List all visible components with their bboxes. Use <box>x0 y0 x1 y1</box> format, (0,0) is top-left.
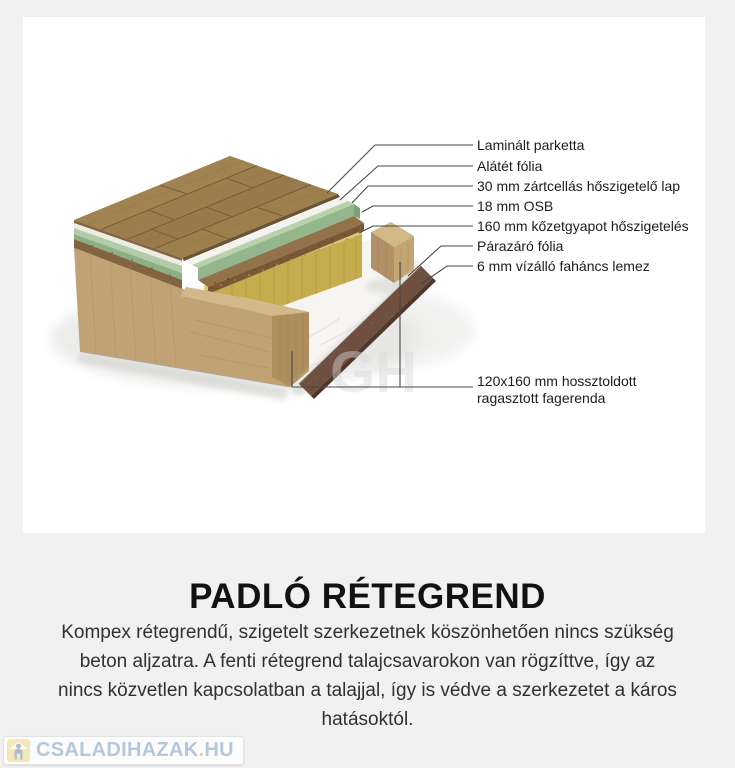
label-fagerenda-line2: ragasztott fagerenda <box>477 389 606 406</box>
csaladihazak-logo[interactable] <box>3 736 244 765</box>
description-line: Kompex rétegrendű, szigetelt szerkezetnek köszönhetően nincs szükség <box>61 622 674 643</box>
logo-dot: . <box>198 739 205 761</box>
label-fagerenda <box>477 373 637 406</box>
description-line: nincs közvetlen kapcsolatban a talajjal, így is védve a szerkezetet a káros <box>58 680 677 701</box>
label-fagerenda-line1: 120x160 mm hossztoldott <box>477 373 637 389</box>
watermark-text: GH <box>330 340 417 405</box>
label-parazaro-folia: Párazáró fólia <box>477 238 564 254</box>
house-icon <box>7 739 30 762</box>
label-laminalt-parketta: Laminált parketta <box>477 137 585 153</box>
label-osb: 18 mm OSB <box>477 198 554 214</box>
description-line: beton aljzatra. A fenti rétegrend talajcsavarokon van rögzíttve, így az <box>79 651 656 672</box>
logo-name: CSALADIHAZAK <box>36 739 199 761</box>
logo-tld: HU <box>204 739 234 761</box>
description-paragraph <box>0 618 735 734</box>
label-zartcellas-hoszigetelo: 30 mm zártcellás hőszigetelő lap <box>477 178 681 194</box>
label-fahancs-lemez: 6 mm vízálló faháncs lemez <box>477 258 650 274</box>
description-line: hatásoktól. <box>321 709 414 730</box>
label-kozetgyapot: 160 mm kőzetgyapot hőszigetelés <box>477 218 689 234</box>
logo-text <box>36 739 234 762</box>
page-title: PADLÓ RÉTEGREND <box>189 577 546 617</box>
label-alatet-folia: Alátét fólia <box>477 158 543 174</box>
